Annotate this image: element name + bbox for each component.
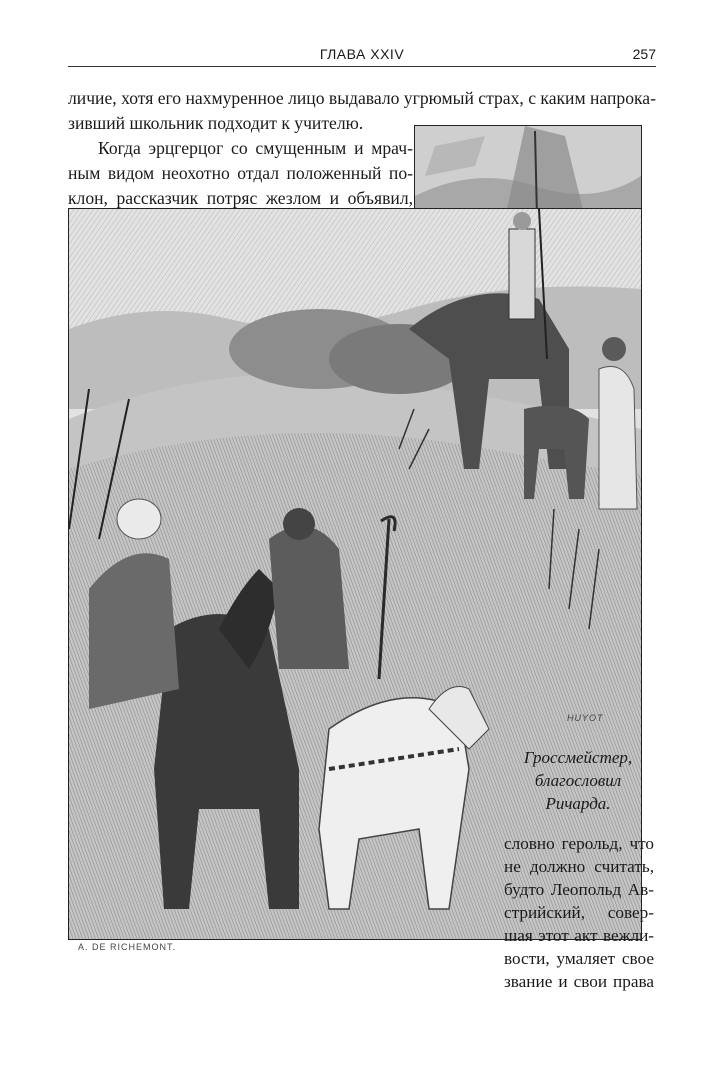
caption-line: Гроссмейстер, [523, 748, 633, 767]
engraver-signature: HUYOT [567, 713, 604, 723]
body-line: Когда эрцгерцог со смущенным и мрач- [98, 138, 413, 158]
body-line: не должно считать, [504, 857, 654, 876]
artist-signature: A. DE RICHEMONT. [78, 942, 177, 952]
page-number: 257 [632, 46, 656, 62]
body-line: стрийский, совер- [504, 903, 654, 922]
caption-line: Ричарда. [545, 794, 611, 813]
body-line: зивший школьник подходит к учителю. [68, 113, 364, 133]
caption-line: благословил [534, 771, 622, 790]
body-line: словно герольд, что [504, 834, 654, 853]
body-line: вости, умаляет свое [504, 949, 654, 968]
body-line: ным видом неохотно отдал положенный по- [68, 163, 413, 183]
chapter-title: ГЛАВА XXIV [319, 46, 405, 62]
body-line: шая этот акт вежли- [504, 926, 654, 945]
running-head [68, 44, 656, 67]
engraving-top [414, 125, 642, 218]
body-line: личие, хотя его нахмуренное лицо выдавало угрюмый страх, с каким напрока- [68, 88, 656, 108]
body-line: будто Леопольд Ав- [504, 880, 654, 899]
illustration-caption [500, 746, 656, 815]
body-line: звание и свои права [504, 972, 654, 991]
body-line: клон, рассказчик потряс жезлом и объявил, [68, 188, 413, 208]
